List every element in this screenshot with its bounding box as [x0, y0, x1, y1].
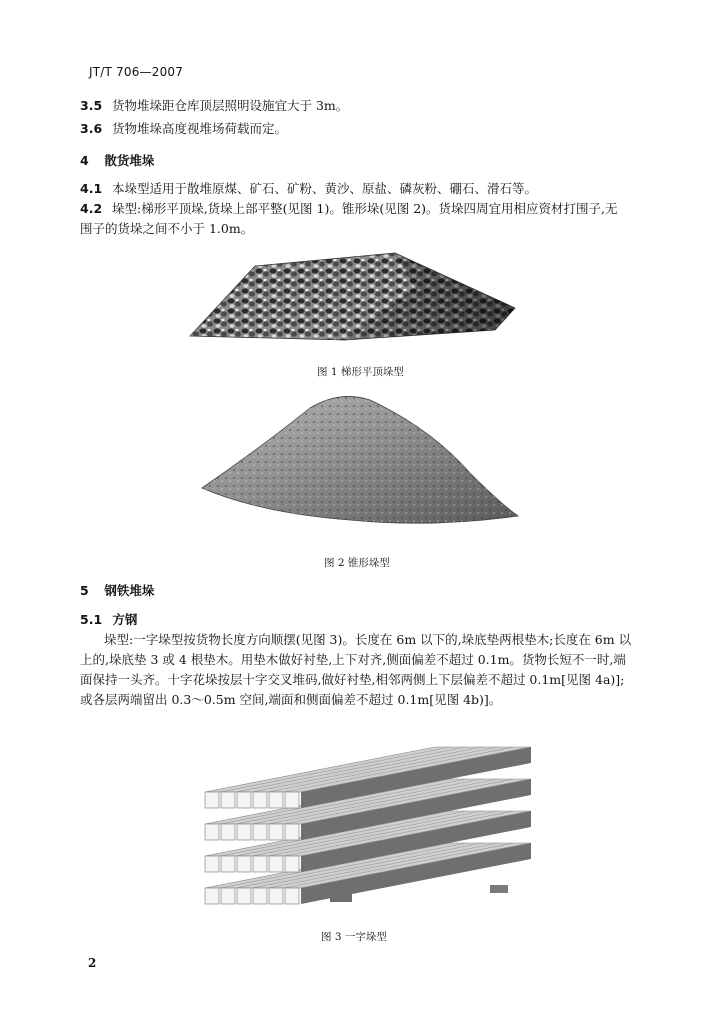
clause-3-6 — [80, 121, 287, 137]
bar-end-face — [285, 888, 299, 904]
figure-1-trapezoid-pile — [185, 248, 520, 343]
clause-3-5 — [80, 98, 348, 114]
document-code-header: JT/T 706—2007 — [89, 65, 184, 79]
clause-number: 4.1 — [80, 181, 103, 196]
clause-number: 3.6 — [80, 121, 103, 136]
bar-end-face — [269, 792, 283, 808]
bar-end-face — [205, 792, 219, 808]
figure-1-caption: 图 1 梯形平顶垛型 — [317, 366, 404, 378]
bar-end-face — [285, 856, 299, 872]
figure-3-steel-stack — [200, 735, 535, 915]
bar-end-face — [221, 888, 235, 904]
clause-text: 货物堆垛距仓库顶层照明设施宜大于 3m。 — [111, 98, 349, 113]
page-number: 2 — [88, 956, 97, 970]
paragraph-line: 上的,垛底垫 3 或 4 根垫木。用垫木做好衬垫,上下对齐,侧面偏差不超过 0.1m。货物长短不一时,端 — [80, 652, 626, 667]
bar-end-face — [269, 856, 283, 872]
clause-number: 4.2 — [80, 201, 103, 216]
section-4-heading — [80, 151, 154, 169]
figure-3-caption: 图 3 一字垛型 — [321, 931, 387, 943]
bar-end-face — [221, 856, 235, 872]
bar-end-face — [221, 792, 235, 808]
clause-4-2 — [80, 201, 618, 217]
bar-end-face — [285, 824, 299, 840]
bar-end-face — [237, 856, 251, 872]
figure-2-caption: 图 2 锥形垛型 — [324, 557, 390, 569]
bar-end-face — [253, 824, 267, 840]
bar-end-face — [237, 888, 251, 904]
clause-number: 5.1 — [80, 612, 103, 627]
clause-5-1-heading — [80, 610, 137, 628]
bar-end-face — [237, 824, 251, 840]
bar-end-face — [269, 824, 283, 840]
clause-4-1 — [80, 181, 537, 197]
bar-end-face — [285, 792, 299, 808]
section-number: 5 — [80, 583, 89, 598]
figure-2-conical-pile — [200, 388, 520, 530]
section-title: 散货堆垛 — [104, 153, 155, 168]
stacking-paragraph — [80, 630, 655, 710]
section-number: 4 — [80, 153, 89, 168]
bar-end-face — [205, 856, 219, 872]
bar-end-face — [205, 824, 219, 840]
section-title: 钢铁堆垛 — [104, 583, 155, 598]
bar-end-face — [253, 888, 267, 904]
bar-end-face — [237, 792, 251, 808]
section-5-heading — [80, 581, 154, 599]
bar-end-face — [205, 888, 219, 904]
clause-text: 垛型:梯形平顶垛,货垛上部平整(见图 1)。锥形垛(见图 2)。货垛四周宜用相应资材打围子,无 — [111, 201, 618, 216]
clause-text: 本垛型适用于散堆原煤、矿石、矿粉、黄沙、原盐、磷灰粉、硼石、滑石等。 — [111, 181, 537, 196]
steel-layers — [205, 747, 531, 904]
paragraph-line: 垛型:一字垛型按货物长度方向顺摆(见图 3)。长度在 6m 以下的,垛底垫两根垫木;长度在 6m 以 — [104, 632, 632, 647]
bar-end-face — [269, 888, 283, 904]
paragraph-line: 面保持一头齐。十字花垛按层十字交叉堆码,做好衬垫,相邻两侧上下层偏差不超过 0.1m[见图 4a)]; — [80, 672, 625, 687]
clause-text: 货物堆垛高度视堆场荷载而定。 — [111, 121, 287, 136]
clause-number: 3.5 — [80, 98, 103, 113]
clause-title: 方钢 — [112, 612, 138, 627]
clause-4-2-continued: 围子的货垛之间不小于 1.0m。 — [80, 221, 254, 236]
bar-end-face — [253, 792, 267, 808]
paragraph-line: 或各层两端留出 0.3～0.5m 空间,端面和侧面偏差不超过 0.1m[见图 4b)]。 — [80, 692, 502, 707]
bar-end-face — [221, 824, 235, 840]
bar-end-face — [253, 856, 267, 872]
